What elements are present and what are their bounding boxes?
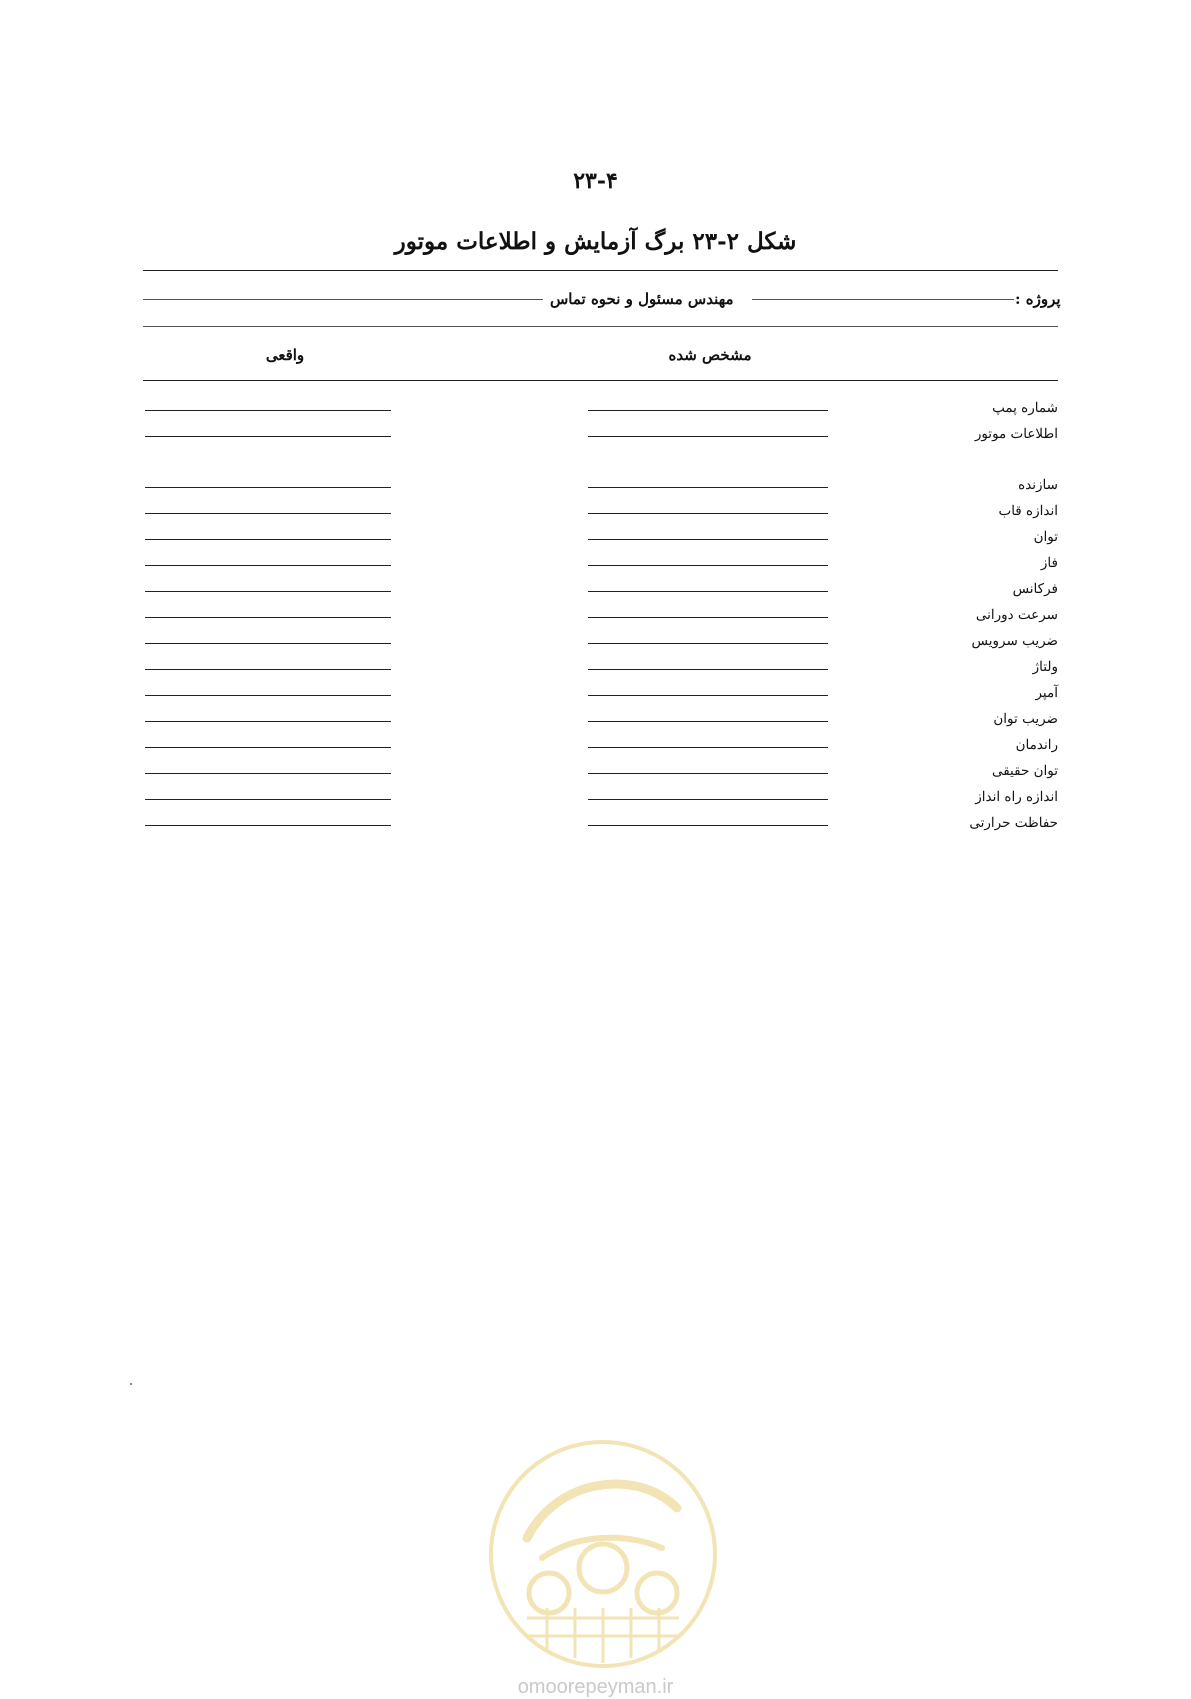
actual-blank[interactable]	[145, 773, 391, 774]
actual-blank[interactable]	[145, 669, 391, 670]
field-row-frame-size	[140, 503, 1058, 529]
actual-blank[interactable]	[145, 825, 391, 826]
actual-blank[interactable]	[145, 617, 391, 618]
field-row-service-factor	[140, 633, 1058, 659]
field-label: ضریب توان	[993, 711, 1058, 727]
field-row-phase	[140, 555, 1058, 581]
actual-blank[interactable]	[145, 487, 391, 488]
field-label: توان حقیقی	[991, 763, 1058, 779]
actual-blank[interactable]	[145, 565, 391, 566]
field-label: شماره پمپ	[992, 400, 1058, 416]
actual-blank[interactable]	[145, 591, 391, 592]
specified-blank[interactable]	[588, 799, 828, 800]
specified-blank[interactable]	[588, 617, 828, 618]
column-actual-label: واقعی	[265, 346, 305, 364]
header-divider	[143, 326, 1058, 327]
specified-blank[interactable]	[588, 591, 828, 592]
field-row-rotational-speed	[140, 607, 1058, 633]
actual-blank[interactable]	[145, 695, 391, 696]
actual-blank[interactable]	[145, 799, 391, 800]
field-label: آمپر	[1035, 685, 1058, 701]
engineer-contact-line	[143, 299, 543, 300]
watermark-url: omoorepeyman.ir	[517, 1676, 674, 1698]
specified-blank[interactable]	[588, 825, 828, 826]
specified-blank[interactable]	[588, 695, 828, 696]
specified-blank[interactable]	[588, 410, 828, 411]
specified-blank[interactable]	[588, 436, 828, 437]
field-label: فاز	[1040, 555, 1058, 571]
watermark-logo	[487, 1438, 719, 1670]
field-row-frequency	[140, 581, 1058, 607]
title-rule	[143, 270, 1058, 271]
column-header-rule	[143, 380, 1058, 381]
scan-speck	[130, 1383, 132, 1385]
field-label: اندازه قاب	[998, 503, 1058, 519]
engineer-contact-label: مهندس مسئول و نحوه تماس	[550, 290, 734, 308]
project-label: پروژه :	[1015, 290, 1061, 308]
field-label: ضریب سرویس	[971, 633, 1058, 649]
field-row-ampere	[140, 685, 1058, 711]
figure-title: شکل ۲-۲۳ برگ آزمایش و اطلاعات موتور	[394, 228, 797, 255]
field-row-voltage	[140, 659, 1058, 685]
field-label: فرکانس	[1012, 581, 1058, 597]
actual-blank[interactable]	[145, 747, 391, 748]
field-row-power	[140, 529, 1058, 555]
specified-blank[interactable]	[588, 539, 828, 540]
field-label: راندمان	[1015, 737, 1058, 753]
specified-blank[interactable]	[588, 773, 828, 774]
field-label: توان	[1033, 529, 1058, 545]
specified-blank[interactable]	[588, 721, 828, 722]
actual-blank[interactable]	[145, 436, 391, 437]
field-label: ولتاژ	[1032, 659, 1058, 675]
field-label: حفاظت حرارتی	[969, 815, 1058, 831]
specified-blank[interactable]	[588, 747, 828, 748]
specified-blank[interactable]	[588, 565, 828, 566]
field-row-thermal-protection	[140, 815, 1058, 841]
field-row-manufacturer	[140, 477, 1058, 503]
field-row-power-factor	[140, 711, 1058, 737]
page-number: ۲۳-۴	[573, 168, 618, 194]
field-row-actual-power	[140, 763, 1058, 789]
field-label: اطلاعات موتور	[974, 426, 1058, 442]
actual-blank[interactable]	[145, 643, 391, 644]
project-line	[752, 299, 1014, 300]
field-row-motor-info	[140, 426, 1058, 452]
specified-blank[interactable]	[588, 643, 828, 644]
actual-blank[interactable]	[145, 721, 391, 722]
specified-blank[interactable]	[588, 487, 828, 488]
actual-blank[interactable]	[145, 513, 391, 514]
specified-blank[interactable]	[588, 669, 828, 670]
field-label: سازنده	[1018, 477, 1058, 493]
column-specified-label: مشخص شده	[668, 346, 752, 364]
actual-blank[interactable]	[145, 539, 391, 540]
field-row-starter-size	[140, 789, 1058, 815]
field-row-efficiency	[140, 737, 1058, 763]
field-row-pump-number	[140, 400, 1058, 426]
field-label: اندازه راه انداز	[975, 789, 1058, 805]
specified-blank[interactable]	[588, 513, 828, 514]
field-label: سرعت دورانی	[975, 607, 1058, 623]
actual-blank[interactable]	[145, 410, 391, 411]
